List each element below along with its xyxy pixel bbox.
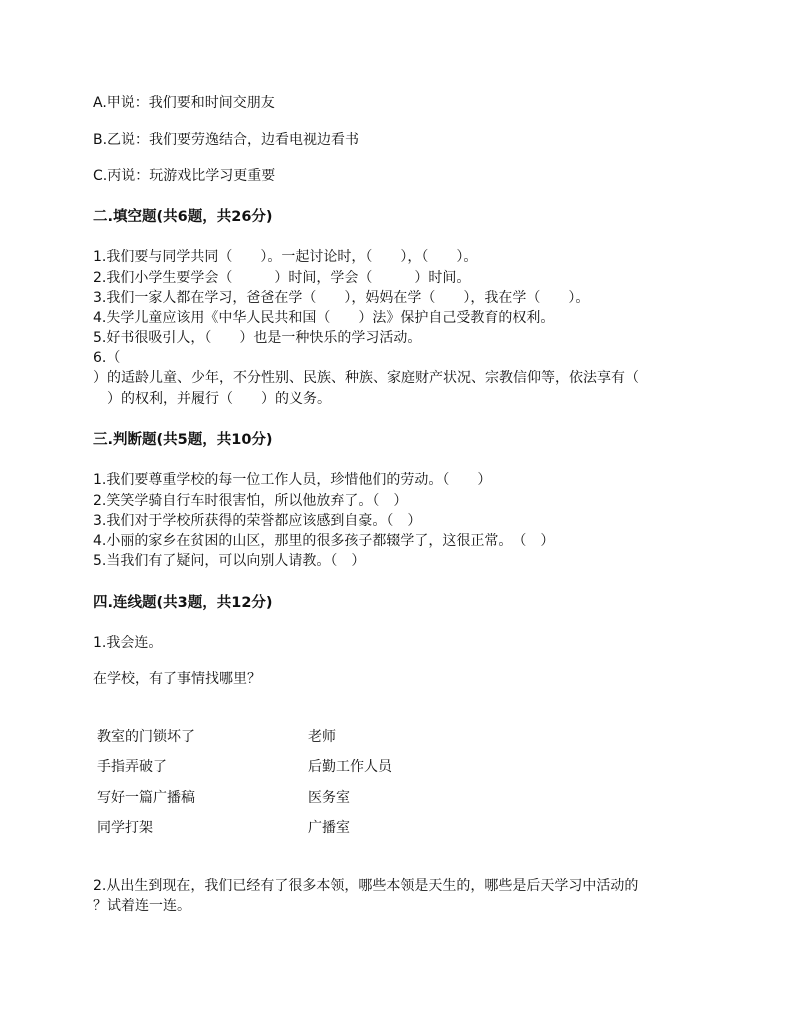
fill-blank-item: 4.失学儿童应该用《中华人民共和国（ ）法》保护自己受教育的权利。 (93, 310, 555, 326)
match-left-item: 同学打架 (97, 820, 153, 836)
section-heading-true-false: 三.判断题(共5题，共10分) (93, 432, 273, 448)
true-false-item: 1.我们要尊重学校的每一位工作人员，珍惜他们的劳动。（ ） (93, 472, 492, 488)
match-right-item: 广播室 (308, 820, 350, 836)
fill-blank-item-continued: ）的适龄儿童、少年，不分性别、民族、种族、家庭财产状况、宗教信仰等，依法享有（ (93, 370, 639, 386)
match-right-item: 后勤工作人员 (308, 759, 392, 775)
section-heading-matching: 四.连线题(共3题，共12分) (93, 595, 273, 611)
true-false-item: 4.小丽的家乡在贫困的山区，那里的很多孩子都辍学了，这很正常。 （ ） (93, 533, 555, 549)
fill-blank-item: 3.我们一家人都在学习，爸爸在学（ ），妈妈在学（ ），我在学（ ）。 (93, 290, 590, 306)
section-heading-fill-blank: 二.填空题(共6题，共26分) (93, 209, 273, 225)
match-right-item: 老师 (308, 729, 336, 745)
match-left-item: 手指弄破了 (97, 759, 167, 775)
matching-question-title: 1.我会连。 (93, 635, 163, 651)
matching-question-prompt: 在学校，有了事情找哪里？ (93, 671, 261, 687)
choice-option-a: A.甲说：我们要和时间交朋友 (93, 95, 275, 111)
true-false-item: 2.笑笑学骑自行车时很害怕，所以他放弃了。（ ） (93, 493, 408, 509)
fill-blank-item: 6.（ (93, 350, 121, 366)
matching-question-2-line2: ？试着连一连。 (93, 898, 191, 914)
match-left-item: 写好一篇广播稿 (97, 790, 195, 806)
choice-option-c: C.丙说：玩游戏比学习更重要 (93, 168, 276, 184)
fill-blank-item: 1.我们要与同学共同（ ）。一起讨论时，（ ），（ ）。 (93, 249, 478, 265)
fill-blank-item: 5.好书很吸引人，（ ）也是一种快乐的学习活动。 (93, 330, 422, 346)
match-right-item: 医务室 (308, 790, 350, 806)
choice-option-b: B.乙说：我们要劳逸结合，边看电视边看书 (93, 132, 360, 148)
true-false-item: 3.我们对于学校所获得的荣誉都应该感到自豪。（ ） (93, 513, 422, 529)
fill-blank-item-continued: ）的权利，并履行（ ）的义务。 (93, 391, 331, 407)
fill-blank-item: 2.我们小学生要学会（ ）时间，学会（ ）时间。 (93, 270, 471, 286)
true-false-item: 5.当我们有了疑问，可以向别人请教。（ ） (93, 553, 366, 569)
match-left-item: 教室的门锁坏了 (97, 729, 195, 745)
matching-question-2-line1: 2.从出生到现在，我们已经有了很多本领，哪些本领是天生的，哪些是后天学习中活动的 (93, 878, 639, 894)
